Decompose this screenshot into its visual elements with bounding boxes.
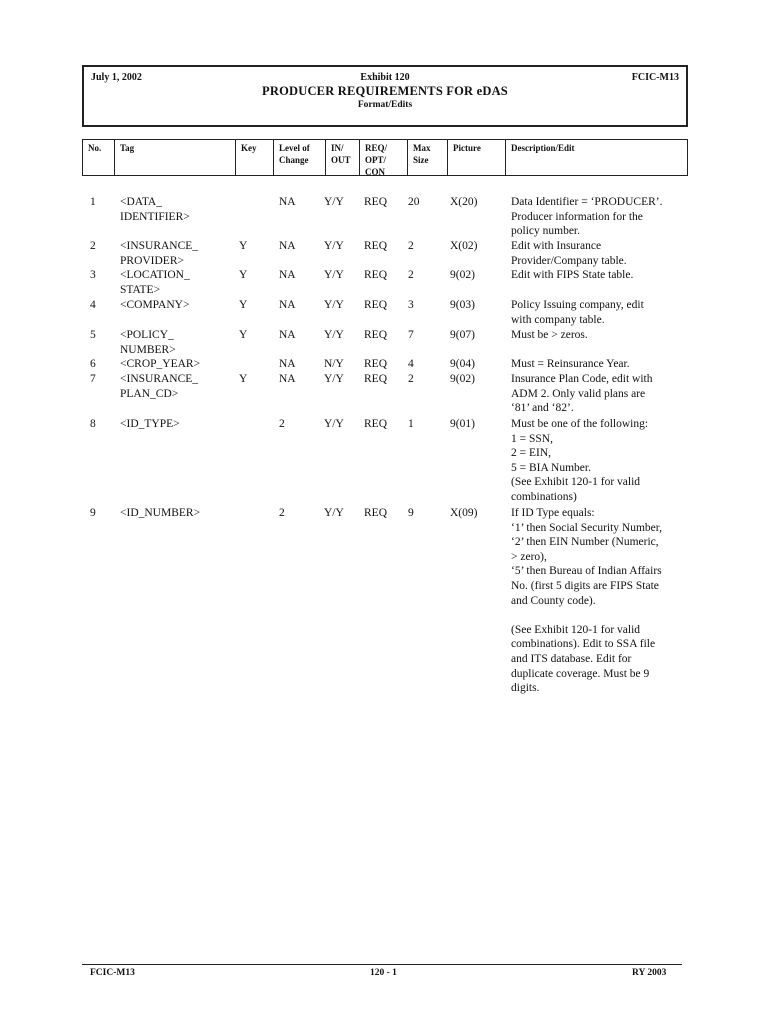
row-inout: Y/Y bbox=[324, 269, 344, 281]
row-picture: X(20) bbox=[450, 196, 478, 208]
row-inout: Y/Y bbox=[324, 299, 344, 311]
col-header-no: No. bbox=[88, 143, 102, 153]
row-tag: <ID_TYPE> bbox=[120, 418, 180, 430]
col-header-tag: Tag bbox=[114, 140, 235, 175]
footer-rule bbox=[82, 964, 682, 965]
row-desc: Policy Issuing company, edit with company table. bbox=[511, 299, 644, 326]
row-max: 20 bbox=[408, 196, 420, 208]
row-max: 2 bbox=[408, 240, 414, 252]
row-inout: N/Y bbox=[324, 358, 344, 370]
row-no: 9 bbox=[90, 507, 96, 519]
row-no: 4 bbox=[90, 299, 96, 311]
row-no: 3 bbox=[90, 269, 96, 281]
row-inout: Y/Y bbox=[324, 507, 344, 519]
row-picture: 9(04) bbox=[450, 358, 475, 370]
page-title: PRODUCER REQUIREMENTS FOR eDAS bbox=[262, 84, 508, 98]
row-desc: Insurance Plan Code, edit with ADM 2. Only valid plans are ‘81’ and ‘82’. bbox=[511, 373, 653, 415]
row-key: Y bbox=[239, 373, 248, 385]
col-header-desc: Description/Edit bbox=[505, 140, 689, 175]
row-no: 7 bbox=[90, 373, 96, 385]
row-inout: Y/Y bbox=[324, 373, 344, 385]
row-picture: 9(02) bbox=[450, 373, 475, 385]
row-tag: <DATA_ IDENTIFIER> bbox=[120, 196, 190, 223]
row-level: NA bbox=[279, 196, 296, 208]
row-picture: X(09) bbox=[450, 507, 478, 519]
col-header-max: Max Size bbox=[407, 140, 447, 175]
row-level: NA bbox=[279, 358, 296, 370]
row-tag: <CROP_YEAR> bbox=[120, 358, 201, 370]
row-desc: Must be > zeros. bbox=[511, 329, 588, 341]
col-header-req: REQ/ OPT/ CON bbox=[359, 140, 407, 175]
row-req: REQ bbox=[364, 196, 387, 208]
row-level: NA bbox=[279, 240, 296, 252]
row-req: REQ bbox=[364, 373, 387, 385]
col-header-level: Level of Change bbox=[273, 140, 325, 175]
row-inout: Y/Y bbox=[324, 418, 344, 430]
col-header-key: Key bbox=[235, 140, 273, 175]
row-desc: Data Identifier = ‘PRODUCER’. Producer information for the policy number. bbox=[511, 196, 663, 238]
col-header-picture: Picture bbox=[447, 140, 505, 175]
header-date: July 1, 2002 bbox=[91, 72, 142, 83]
header-code: FCIC-M13 bbox=[631, 72, 679, 83]
row-tag: <ID_NUMBER> bbox=[120, 507, 201, 519]
row-max: 9 bbox=[408, 507, 414, 519]
row-level: 2 bbox=[279, 418, 285, 430]
row-desc: Must = Reinsurance Year. bbox=[511, 358, 630, 370]
row-desc: Must be one of the following: 1 = SSN, 2 = EIN, 5 = BIA Number. (See Exhibit 120-1 for valid combinations) bbox=[511, 418, 649, 503]
row-tag: <INSURANCE_ PROVIDER> bbox=[120, 240, 199, 267]
row-key: Y bbox=[239, 329, 248, 341]
page-subtitle: Format/Edits bbox=[357, 100, 413, 110]
row-level: NA bbox=[279, 373, 296, 385]
footer-code: FCIC-M13 bbox=[90, 968, 135, 978]
page-number: 120 - 1 bbox=[370, 968, 397, 978]
row-inout: Y/Y bbox=[324, 329, 344, 341]
col-header-inout: IN/ OUT bbox=[325, 140, 359, 175]
row-desc: If ID Type equals: ‘1’ then Social Security Number, ‘2’ then EIN Number (Numeric, > zero), ‘5’ then Bureau of Indian Affairs No. (first 5 digits are FIPS State and County code). (See Exhibit 120-1 for valid combinations). Edit to SSA file and ITS database. Edit for duplicate coverage. Must be 9 digits. bbox=[511, 507, 663, 695]
row-no: 6 bbox=[90, 358, 96, 370]
row-req: REQ bbox=[364, 358, 387, 370]
row-no: 5 bbox=[90, 329, 96, 341]
row-max: 1 bbox=[408, 418, 414, 430]
row-max: 7 bbox=[408, 329, 414, 341]
row-desc: Edit with FIPS State table. bbox=[511, 269, 634, 281]
row-req: REQ bbox=[364, 329, 387, 341]
row-inout: Y/Y bbox=[324, 196, 344, 208]
row-inout: Y/Y bbox=[324, 240, 344, 252]
row-tag: <POLICY_ NUMBER> bbox=[120, 329, 176, 356]
row-desc: Edit with Insurance Provider/Company table. bbox=[511, 240, 627, 267]
row-no: 1 bbox=[90, 196, 96, 208]
row-no: 8 bbox=[90, 418, 96, 430]
row-no: 2 bbox=[90, 240, 96, 252]
row-max: 3 bbox=[408, 299, 414, 311]
row-level: 2 bbox=[279, 507, 285, 519]
row-req: REQ bbox=[364, 507, 387, 519]
footer-year: RY 2003 bbox=[632, 968, 667, 978]
row-level: NA bbox=[279, 329, 296, 341]
row-req: REQ bbox=[364, 240, 387, 252]
row-max: 4 bbox=[408, 358, 414, 370]
row-level: NA bbox=[279, 299, 296, 311]
row-picture: 9(07) bbox=[450, 329, 475, 341]
row-req: REQ bbox=[364, 299, 387, 311]
row-max: 2 bbox=[408, 373, 414, 385]
row-level: NA bbox=[279, 269, 296, 281]
row-picture: X(02) bbox=[450, 240, 478, 252]
row-picture: 9(02) bbox=[450, 269, 475, 281]
document-header bbox=[82, 65, 688, 127]
row-tag: <LOCATION_ STATE> bbox=[120, 269, 190, 296]
row-key: Y bbox=[239, 269, 248, 281]
row-picture: 9(01) bbox=[450, 418, 475, 430]
row-key: Y bbox=[239, 240, 248, 252]
row-tag: <COMPANY> bbox=[120, 299, 190, 311]
header-exhibit: Exhibit 120 bbox=[360, 72, 410, 83]
row-req: REQ bbox=[364, 418, 387, 430]
row-tag: <INSURANCE_ PLAN_CD> bbox=[120, 373, 199, 400]
row-picture: 9(03) bbox=[450, 299, 475, 311]
row-req: REQ bbox=[364, 269, 387, 281]
row-max: 2 bbox=[408, 269, 414, 281]
table-header bbox=[82, 139, 688, 176]
row-key: Y bbox=[239, 299, 248, 311]
